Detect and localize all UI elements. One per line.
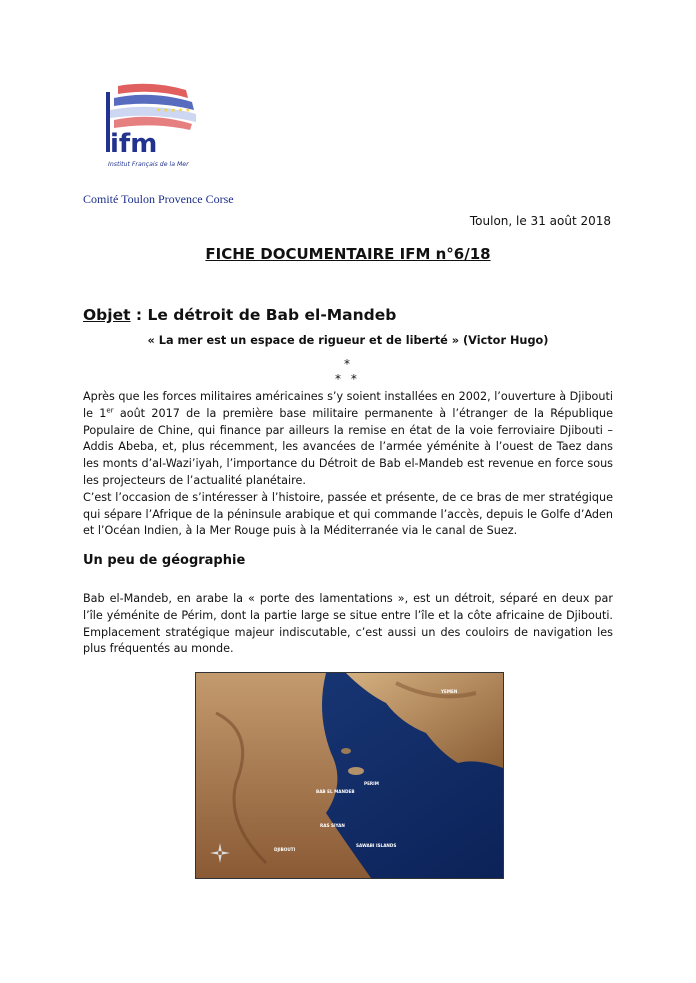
subject-line: [83, 306, 396, 324]
logo-wordmark: ifm: [110, 129, 158, 159]
satellite-image: [195, 672, 504, 879]
intro-text-b: août 2017 de la première base militaire permanente à l’étranger de la République Populaire de Chine, qui finance par ailleurs la remise en état de la voie ferroviaire Djibouti – Addis Abeba, et, plus récemment, les avancées de l’armée yéménite à l’ouest de Taez dans les monts d’al-Wazi’iyah, l’importance du Détroit de Bab el-Mandeb est revenue en force sous les projecteurs de l’actualité planétaire.: [83, 406, 613, 487]
label-yemen: YEMEN: [441, 689, 458, 694]
ifm-logo: [96, 78, 214, 178]
label-ras-siyan: RAS SIYAN: [320, 823, 345, 828]
separator-top: *: [344, 357, 350, 371]
intro-paragraph: [83, 389, 613, 540]
epigraph-quote: « La mer est un espace de rigueur et de liberté » (Victor Hugo): [147, 334, 549, 347]
label-djibouti: DJIBOUTI: [274, 847, 296, 852]
geography-heading: Un peu de géographie: [83, 553, 246, 568]
geography-paragraph: Bab el-Mandeb, en arabe la « porte des lamentations », est un détroit, séparé en deux par l’île yéménite de Périm, dont la partie large se situe entre l’île et la côte africaine de Djibouti. Emplacement stratégique majeur indiscutable, c’est aussi un des couloirs de navigation les plus fréquentés au monde.: [83, 592, 613, 656]
separator-bottom: * *: [335, 372, 357, 386]
document-title: FICHE DOCUMENTAIRE IFM n°6/18: [205, 245, 491, 263]
flag-graphic: [110, 84, 196, 130]
svg-text:★ ★ ★ ★ ★: ★ ★ ★ ★ ★: [156, 107, 191, 114]
intro-superscript: er: [106, 406, 114, 415]
committee-name: Comité Toulon Provence Corse: [83, 192, 234, 206]
subject-text: : Le détroit de Bab el-Mandeb: [130, 306, 397, 324]
intro-text-c: C’est l’occasion de s’intéresser à l’histoire, passée et présente, de ce bras de mer stratégique qui sépare l’Afrique de la péninsule arabique et qui commande l’accès, depuis le Golfe d’Aden et l’Océan Indien, à la Mer Rouge puis à la Méditerranée via le canal de Suez.: [83, 490, 613, 538]
logo-tagline: Institut Français de la Mer: [108, 161, 189, 168]
label-sawabi-islands: SAWABI ISLANDS: [356, 843, 397, 848]
document-date: Toulon, le 31 août 2018: [469, 214, 611, 228]
subject-label: Objet: [83, 306, 131, 324]
label-bab-el-mandeb: BAB EL MANDEB: [316, 789, 355, 794]
intro-text-a: Après que les forces militaires américaines s’y soient installées en 2002, l’ouverture à Djibouti le 1: [83, 390, 613, 420]
label-perim: PERIM: [364, 781, 379, 786]
perim-island: [348, 767, 364, 775]
